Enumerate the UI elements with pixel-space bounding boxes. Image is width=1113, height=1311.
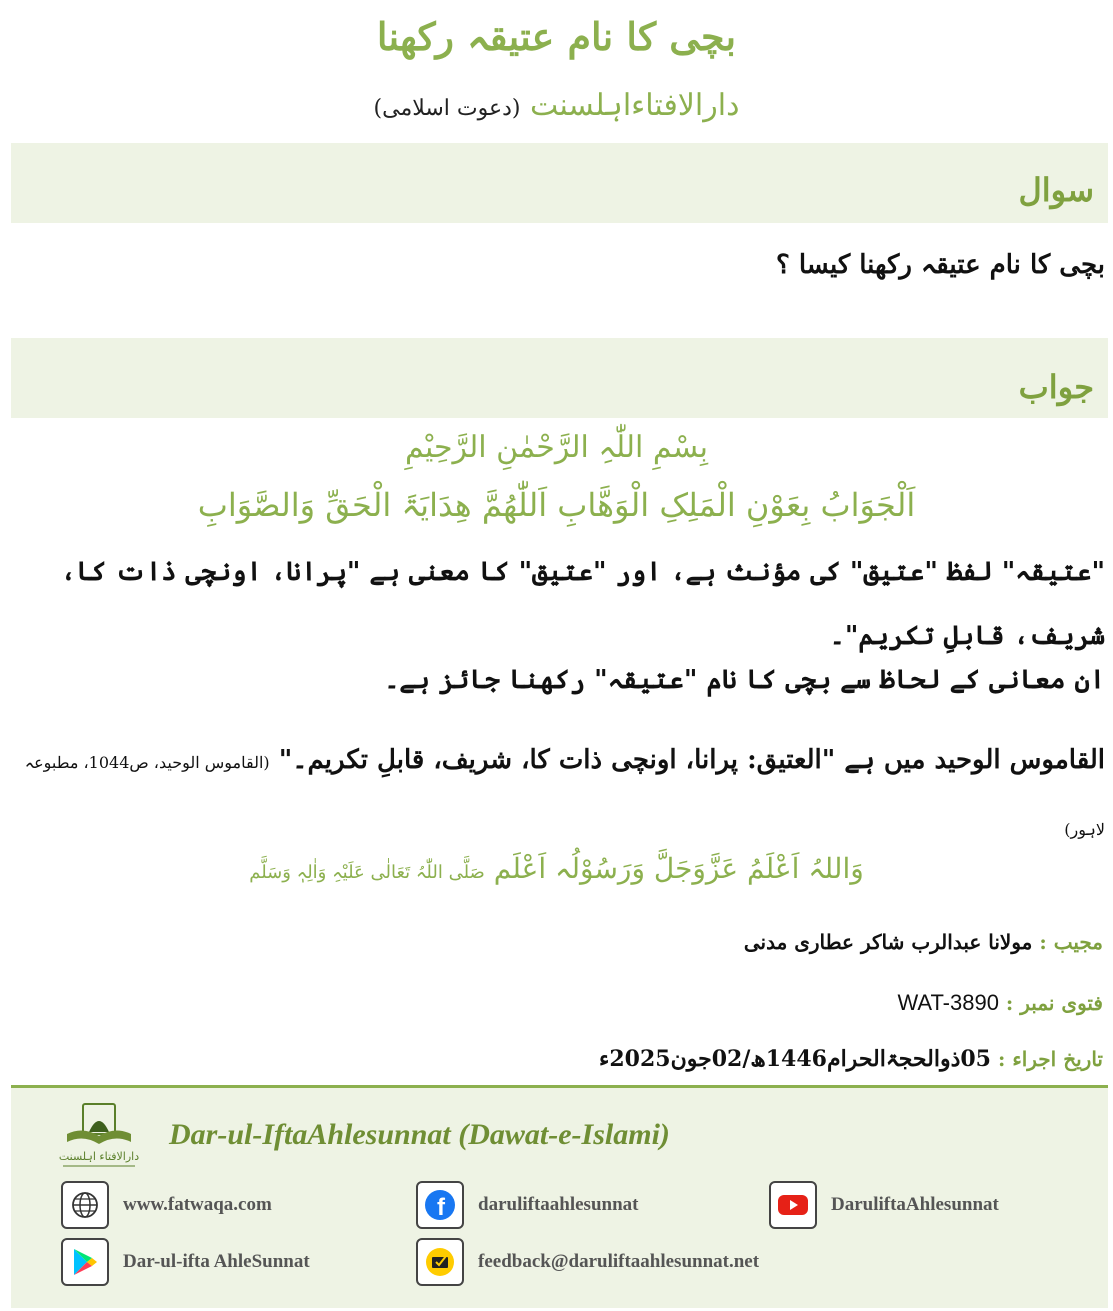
answer-paragraph-3 [10, 728, 1105, 862]
mujib-label: مجیب : [1039, 930, 1103, 954]
playstore-text: Dar-ul-ifta AhleSunnat [123, 1251, 310, 1272]
answer-opening: اَلْجَوَابُ بِعَوْنِ الْمَلِکِ الْوَھَّابِ اَللّٰھُمَّ ھِدَایَۃَ الْحَقِّ وَالصَّوَابِ [197, 486, 916, 524]
issue-date-row [599, 1046, 1103, 1072]
bismillah: بِسْمِ اللّٰہِ الرَّحْمٰنِ الرَّحِیْمِ [404, 430, 709, 465]
question-text: بچی کا نام عتیقہ رکھنا کیسا ؟ [776, 250, 1105, 280]
org-subtitle [0, 88, 1113, 123]
org-paren: (دعوت اسلامی) [373, 96, 521, 121]
logo-text: دارالافتاء اہلسنت [58, 1150, 140, 1163]
date-label: تاریخ اجراء : [997, 1047, 1103, 1071]
svg-text:f: f [437, 1194, 445, 1221]
answer-band [11, 338, 1108, 418]
mujib-value: مولانا عبدالرب شاکر عطاری مدنی [743, 930, 1033, 954]
facebook-text: daruliftaahlesunnat [478, 1194, 639, 1215]
answer-heading: جواب [1018, 368, 1094, 406]
feedback-icon [416, 1238, 464, 1286]
page-title: بچی کا نام عتیقہ رکھنا [376, 14, 737, 59]
footer [11, 1085, 1108, 1308]
fatwa-number-row [897, 990, 1103, 1016]
quote-text: القاموس الوحید میں ہے "العتیق: پرانا، اونچی ذات کا، شریف، قابلِ تکریم۔" [278, 745, 1105, 775]
globe-icon [61, 1181, 109, 1229]
facebook-link[interactable] [416, 1181, 638, 1229]
question-band [11, 143, 1108, 223]
youtube-icon [769, 1181, 817, 1229]
closing-salutation: صَلَّی اللّٰہُ تَعَالٰی عَلَیْہِ وَاٰلِہٖ وَسَلَّم [249, 862, 485, 883]
closing-line [0, 852, 1113, 885]
website-text: www.fatwaqa.com [123, 1194, 272, 1215]
playstore-link[interactable] [61, 1238, 310, 1286]
play-store-icon [61, 1238, 109, 1286]
question-heading: سوال [1018, 171, 1094, 209]
facebook-icon [416, 1181, 464, 1229]
mujib-row [744, 930, 1103, 954]
closing-main: وَاللہُ اَعْلَمُ عَزَّوَجَلَّ وَرَسُوْلُہ اَعْلَم [493, 852, 864, 885]
reference: (القاموس الوحید، ص1044، مطبوعہ لاہور) [24, 753, 1105, 839]
dar-ul-ifta-logo [53, 1102, 145, 1174]
fatwa-label: فتوی نمبر : [1005, 991, 1103, 1015]
email-text: feedback@daruliftaahlesunnat.net [478, 1251, 760, 1272]
website-link[interactable] [61, 1181, 272, 1229]
fatwa-value: WAT-3890 [897, 990, 999, 1015]
youtube-link[interactable] [769, 1181, 999, 1229]
feedback-email-link[interactable] [416, 1238, 759, 1286]
org-name: دارالافتاءاہلسنت [530, 88, 740, 123]
youtube-text: DaruliftaAhlesunnat [831, 1194, 999, 1215]
answer-paragraph-1: "عتیقہ" لفظ "عتیق" کی مؤنث ہے، اور "عتیق" کا معنی ہے "پرانا، اونچی ذات کا، شریف، قابلِ تکریم"۔ [60, 557, 1105, 651]
footer-title: Dar-ul-IftaAhlesunnat (Dawat-e-Islami) [169, 1118, 670, 1151]
date-value: 05ذوالحجۃالحرام1446ھ/02جون2025ء [598, 1046, 991, 1072]
answer-paragraph-2: ان معانی کے لحاظ سے بچی کا نام "عتیقہ" رکھنا جائز ہے۔ [384, 665, 1105, 695]
